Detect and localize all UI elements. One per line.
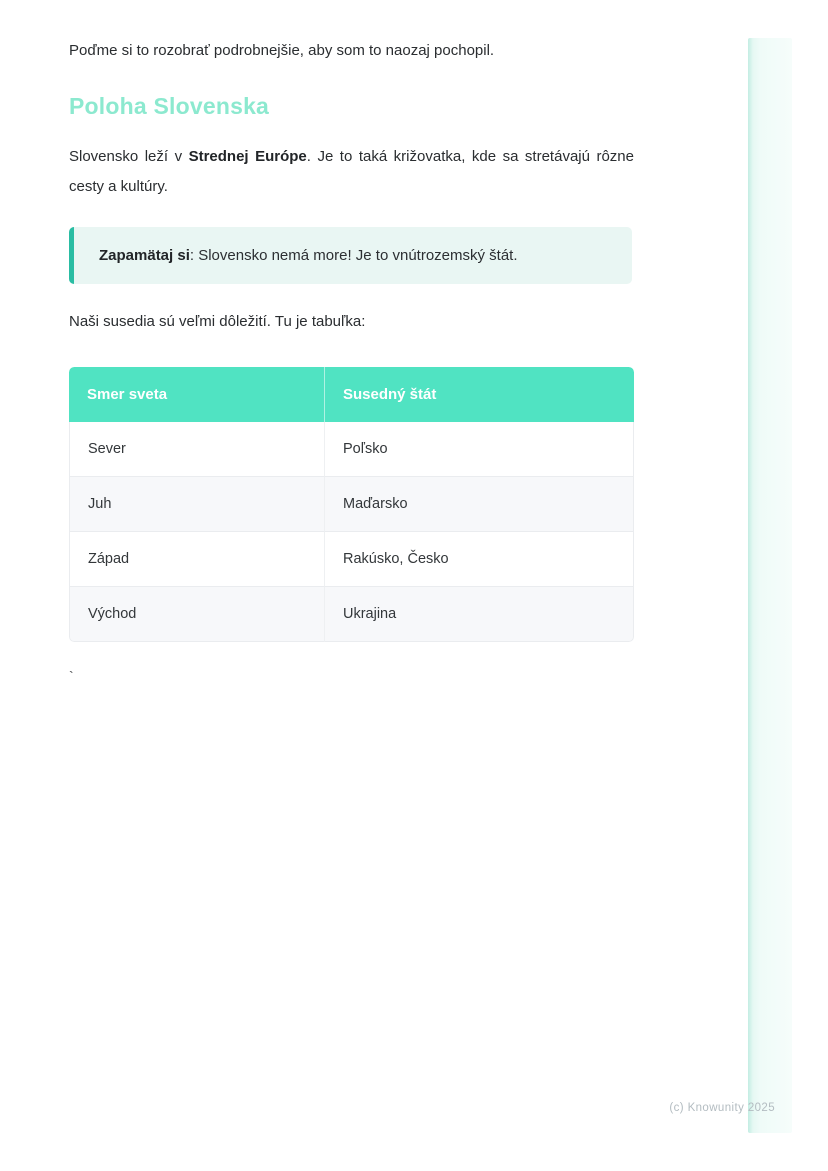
table-cell-direction: Východ xyxy=(69,587,325,642)
lead-paragraph xyxy=(69,142,634,202)
decorative-side-stripe xyxy=(748,38,792,1133)
table-row xyxy=(69,422,634,477)
document-content xyxy=(69,40,634,684)
table-cell-direction: Sever xyxy=(69,422,325,477)
remember-callout xyxy=(69,227,632,284)
table-cell-country: Ukrajina xyxy=(325,587,634,642)
section-heading: Poloha Slovenska xyxy=(69,93,270,119)
callout-text: : Slovensko nemá more! Je to vnútrozemský štát. xyxy=(189,247,518,264)
lead-paragraph-bold: Strednej Európe xyxy=(188,148,307,165)
table-header-country: Susedný štát xyxy=(325,367,634,422)
table-header-row xyxy=(69,367,634,422)
table-cell-direction: Juh xyxy=(69,477,325,532)
table-cell-direction: Západ xyxy=(69,532,325,587)
table-cell-country: Poľsko xyxy=(325,422,634,477)
table-row xyxy=(69,587,634,642)
neighbors-table xyxy=(69,367,634,642)
table-intro-paragraph: Naši susedia sú veľmi dôležití. Tu je tabuľka: xyxy=(69,313,366,330)
table-header-direction: Smer sveta xyxy=(69,367,325,422)
lead-paragraph-end: . Je to taká križovatka, kde sa stretávajú rôzne cesty a kultúry. xyxy=(69,148,634,195)
copyright-footer: (c) Knowunity 2025 xyxy=(669,1102,775,1114)
intro-paragraph: Poďme si to rozobrať podrobnejšie, aby som to naozaj pochopil. xyxy=(69,42,495,59)
lead-paragraph-start: Slovensko leží v xyxy=(69,148,189,165)
table-cell-country: Rakúsko, Česko xyxy=(325,532,634,587)
table-row xyxy=(69,532,634,587)
callout-label: Zapamätaj si xyxy=(99,247,190,264)
table-row xyxy=(69,477,634,532)
stray-backtick-character: ` xyxy=(69,668,74,684)
table-cell-country: Maďarsko xyxy=(325,477,634,532)
